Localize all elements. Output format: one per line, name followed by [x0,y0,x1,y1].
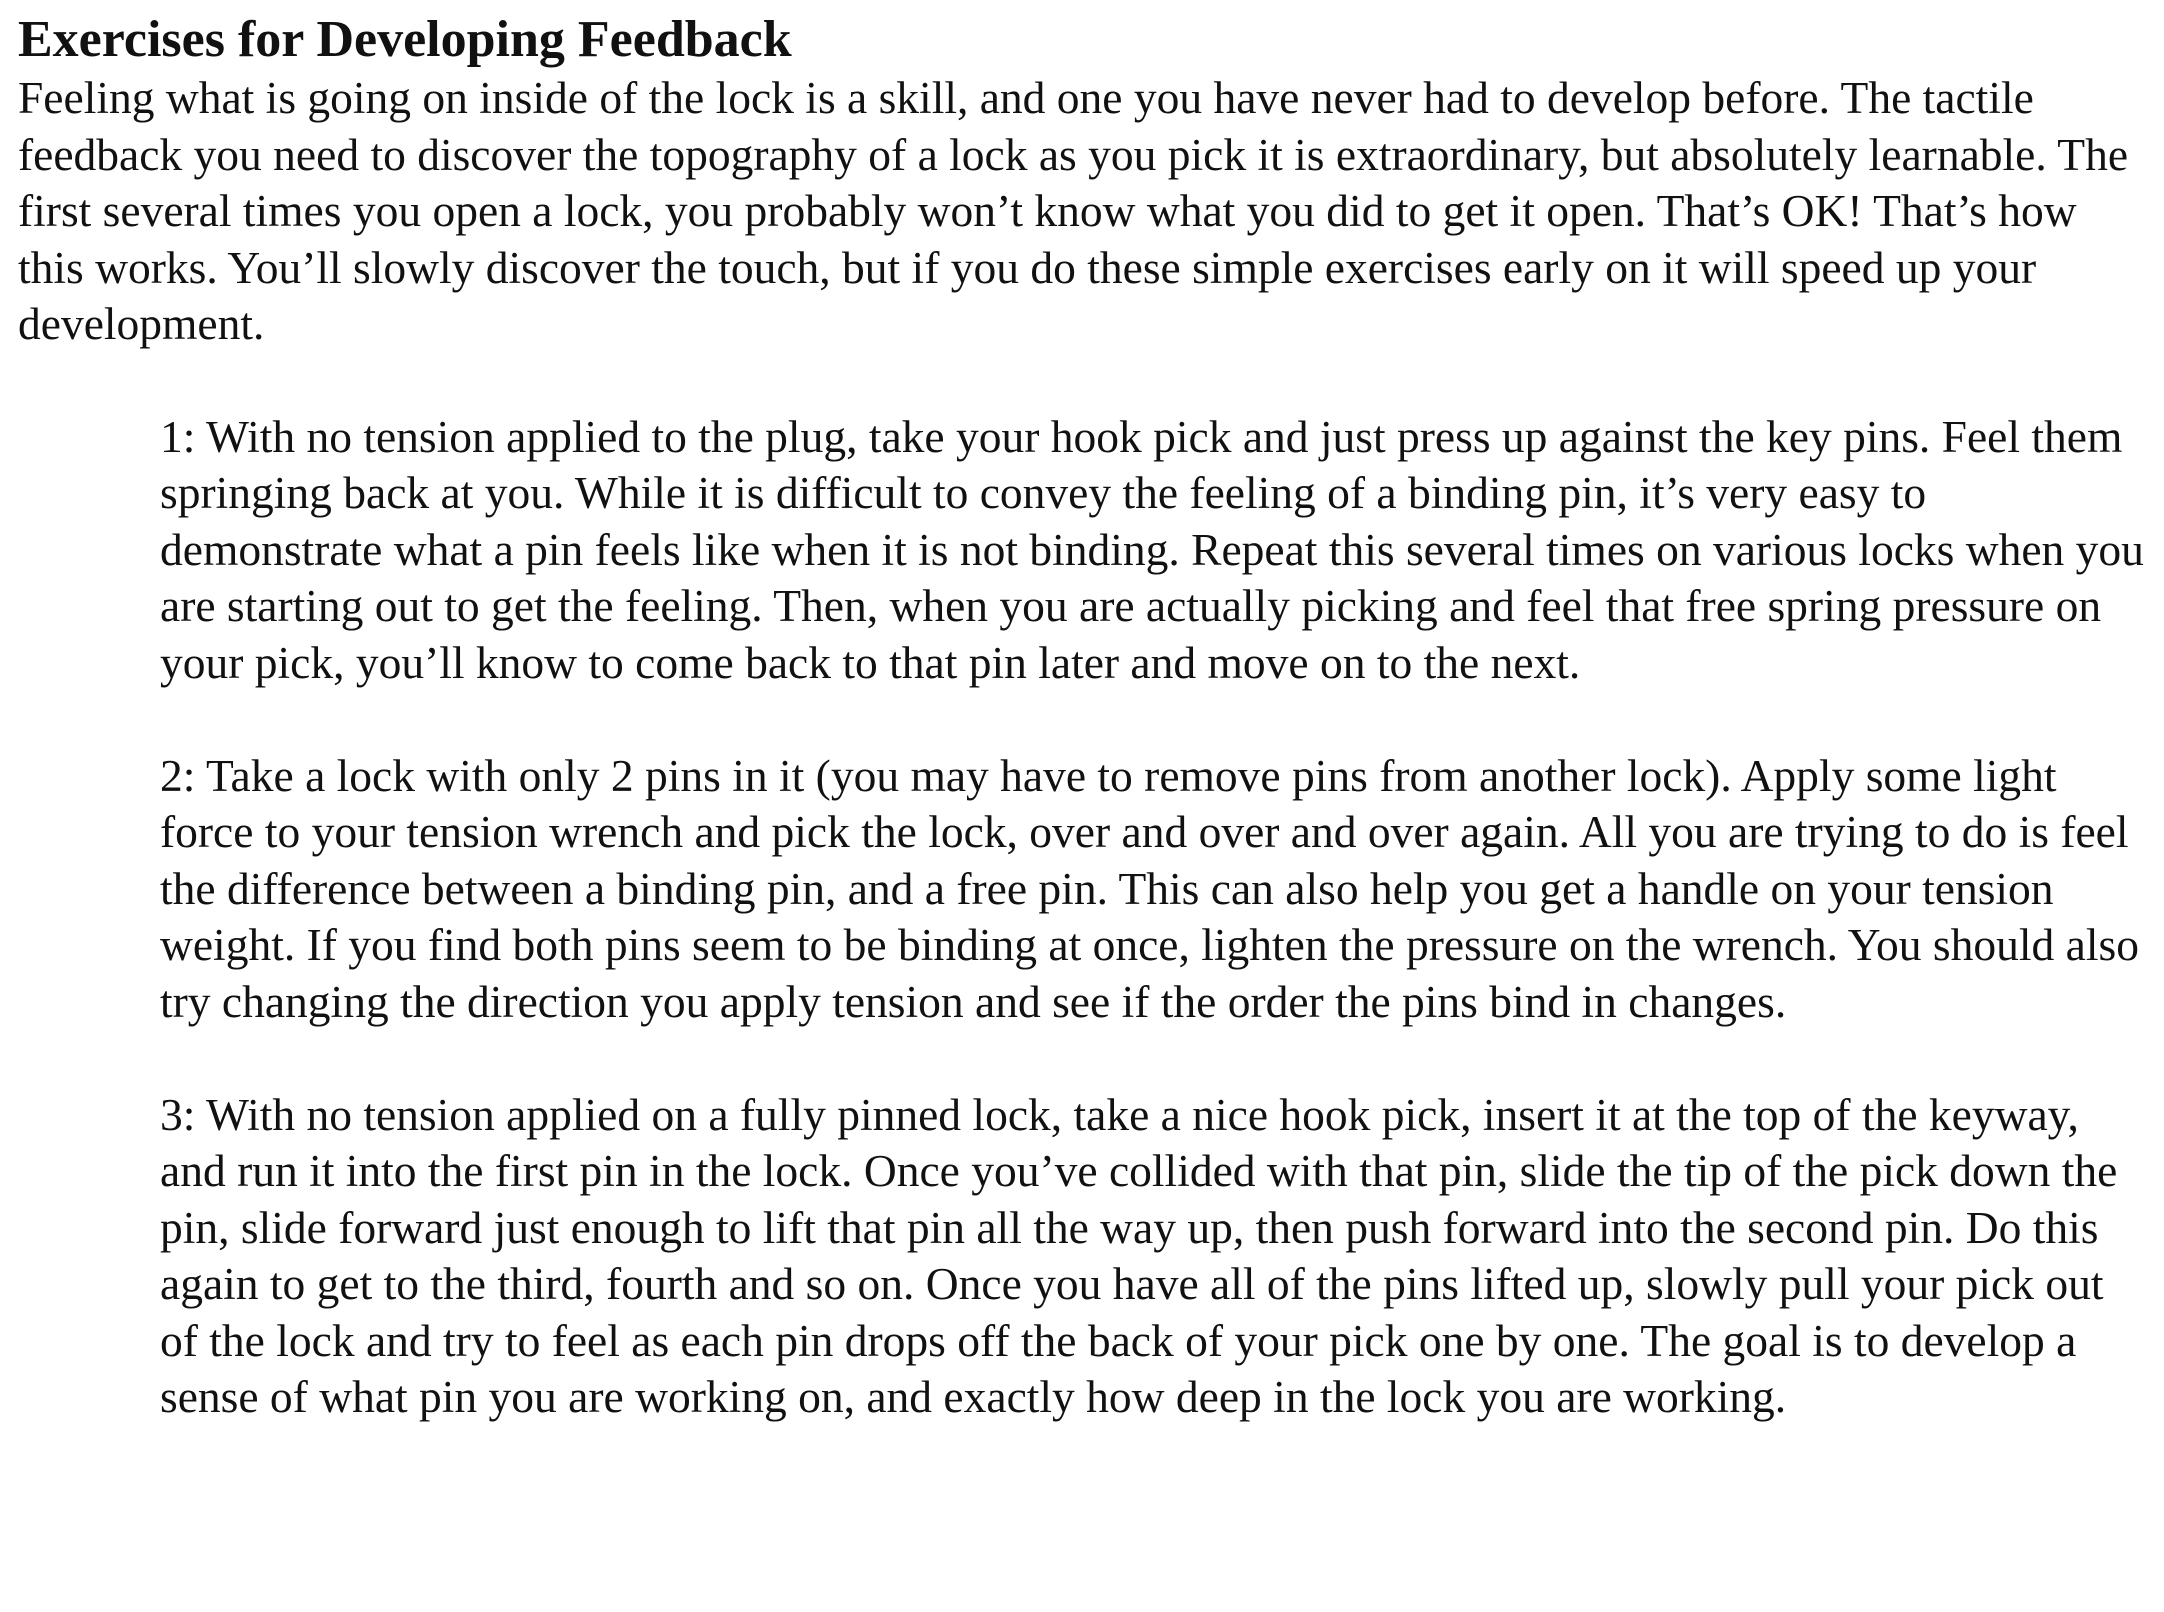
exercise-item-3: 3: With no tension applied on a fully pinned lock, take a nice hook pick, insert it at the top of the keyway, and run it into the first pin in the lock. Once you’ve collided with that pin, slide the tip of the pick down the pin, slide forward just enough to lift that pin all the way up, then push forward into the second pin. Do this again to get to the third, fourth and so on. Once you have all of the pins lifted up, slowly pull your pick out of the lock and try to feel as each pin drops off the back of your pick one by one. The goal is to develop a sense of what pin you are working on, and exactly how deep in the lock you are working. [160,1088,2118,1422]
exercise-list [18,409,2148,1426]
intro-paragraph: Feeling what is going on inside of the lock is a skill, and one you have never had to develop before. The tactile feedback you need to discover the topography of a lock as you pick it is extraordinary, but absolutely learnable. The first several times you open a lock, you probably won’t know what you did to get it open. That’s OK! That’s how this works. You’ll slowly discover the touch, but if you do these simple exercises early on it will speed up your development. [18,72,2129,349]
document-page [18,0,2148,1426]
exercise-item-2: 2: Take a lock with only 2 pins in it (you may have to remove pins from another lock). Apply some light force to your tension wrench and pick the lock, over and over and over again. All you are trying to do is feel the difference between a binding pin, and a free pin. This can also help you get a handle on your tension weight. If you find both pins seem to be binding at once, lighten the pressure on the wrench. You should also try changing the direction you apply tension and see if the order the pins bind in changes. [160,749,2139,1027]
section-heading: Exercises for Developing Feedback [18,11,792,68]
exercise-item-1: 1: With no tension applied to the plug, take your hook pick and just press up against the key pins. Feel them springing back at you. While it is difficult to convey the feeling of a binding pin, it’s very easy to demonstrate what a pin feels like when it is not binding. Repeat this several times on various locks when you are starting out to get the feeling. Then, when you are actually picking and feel that free spring pressure on your pick, you’ll know to come back to that pin later and move on to the next. [160,410,2144,688]
